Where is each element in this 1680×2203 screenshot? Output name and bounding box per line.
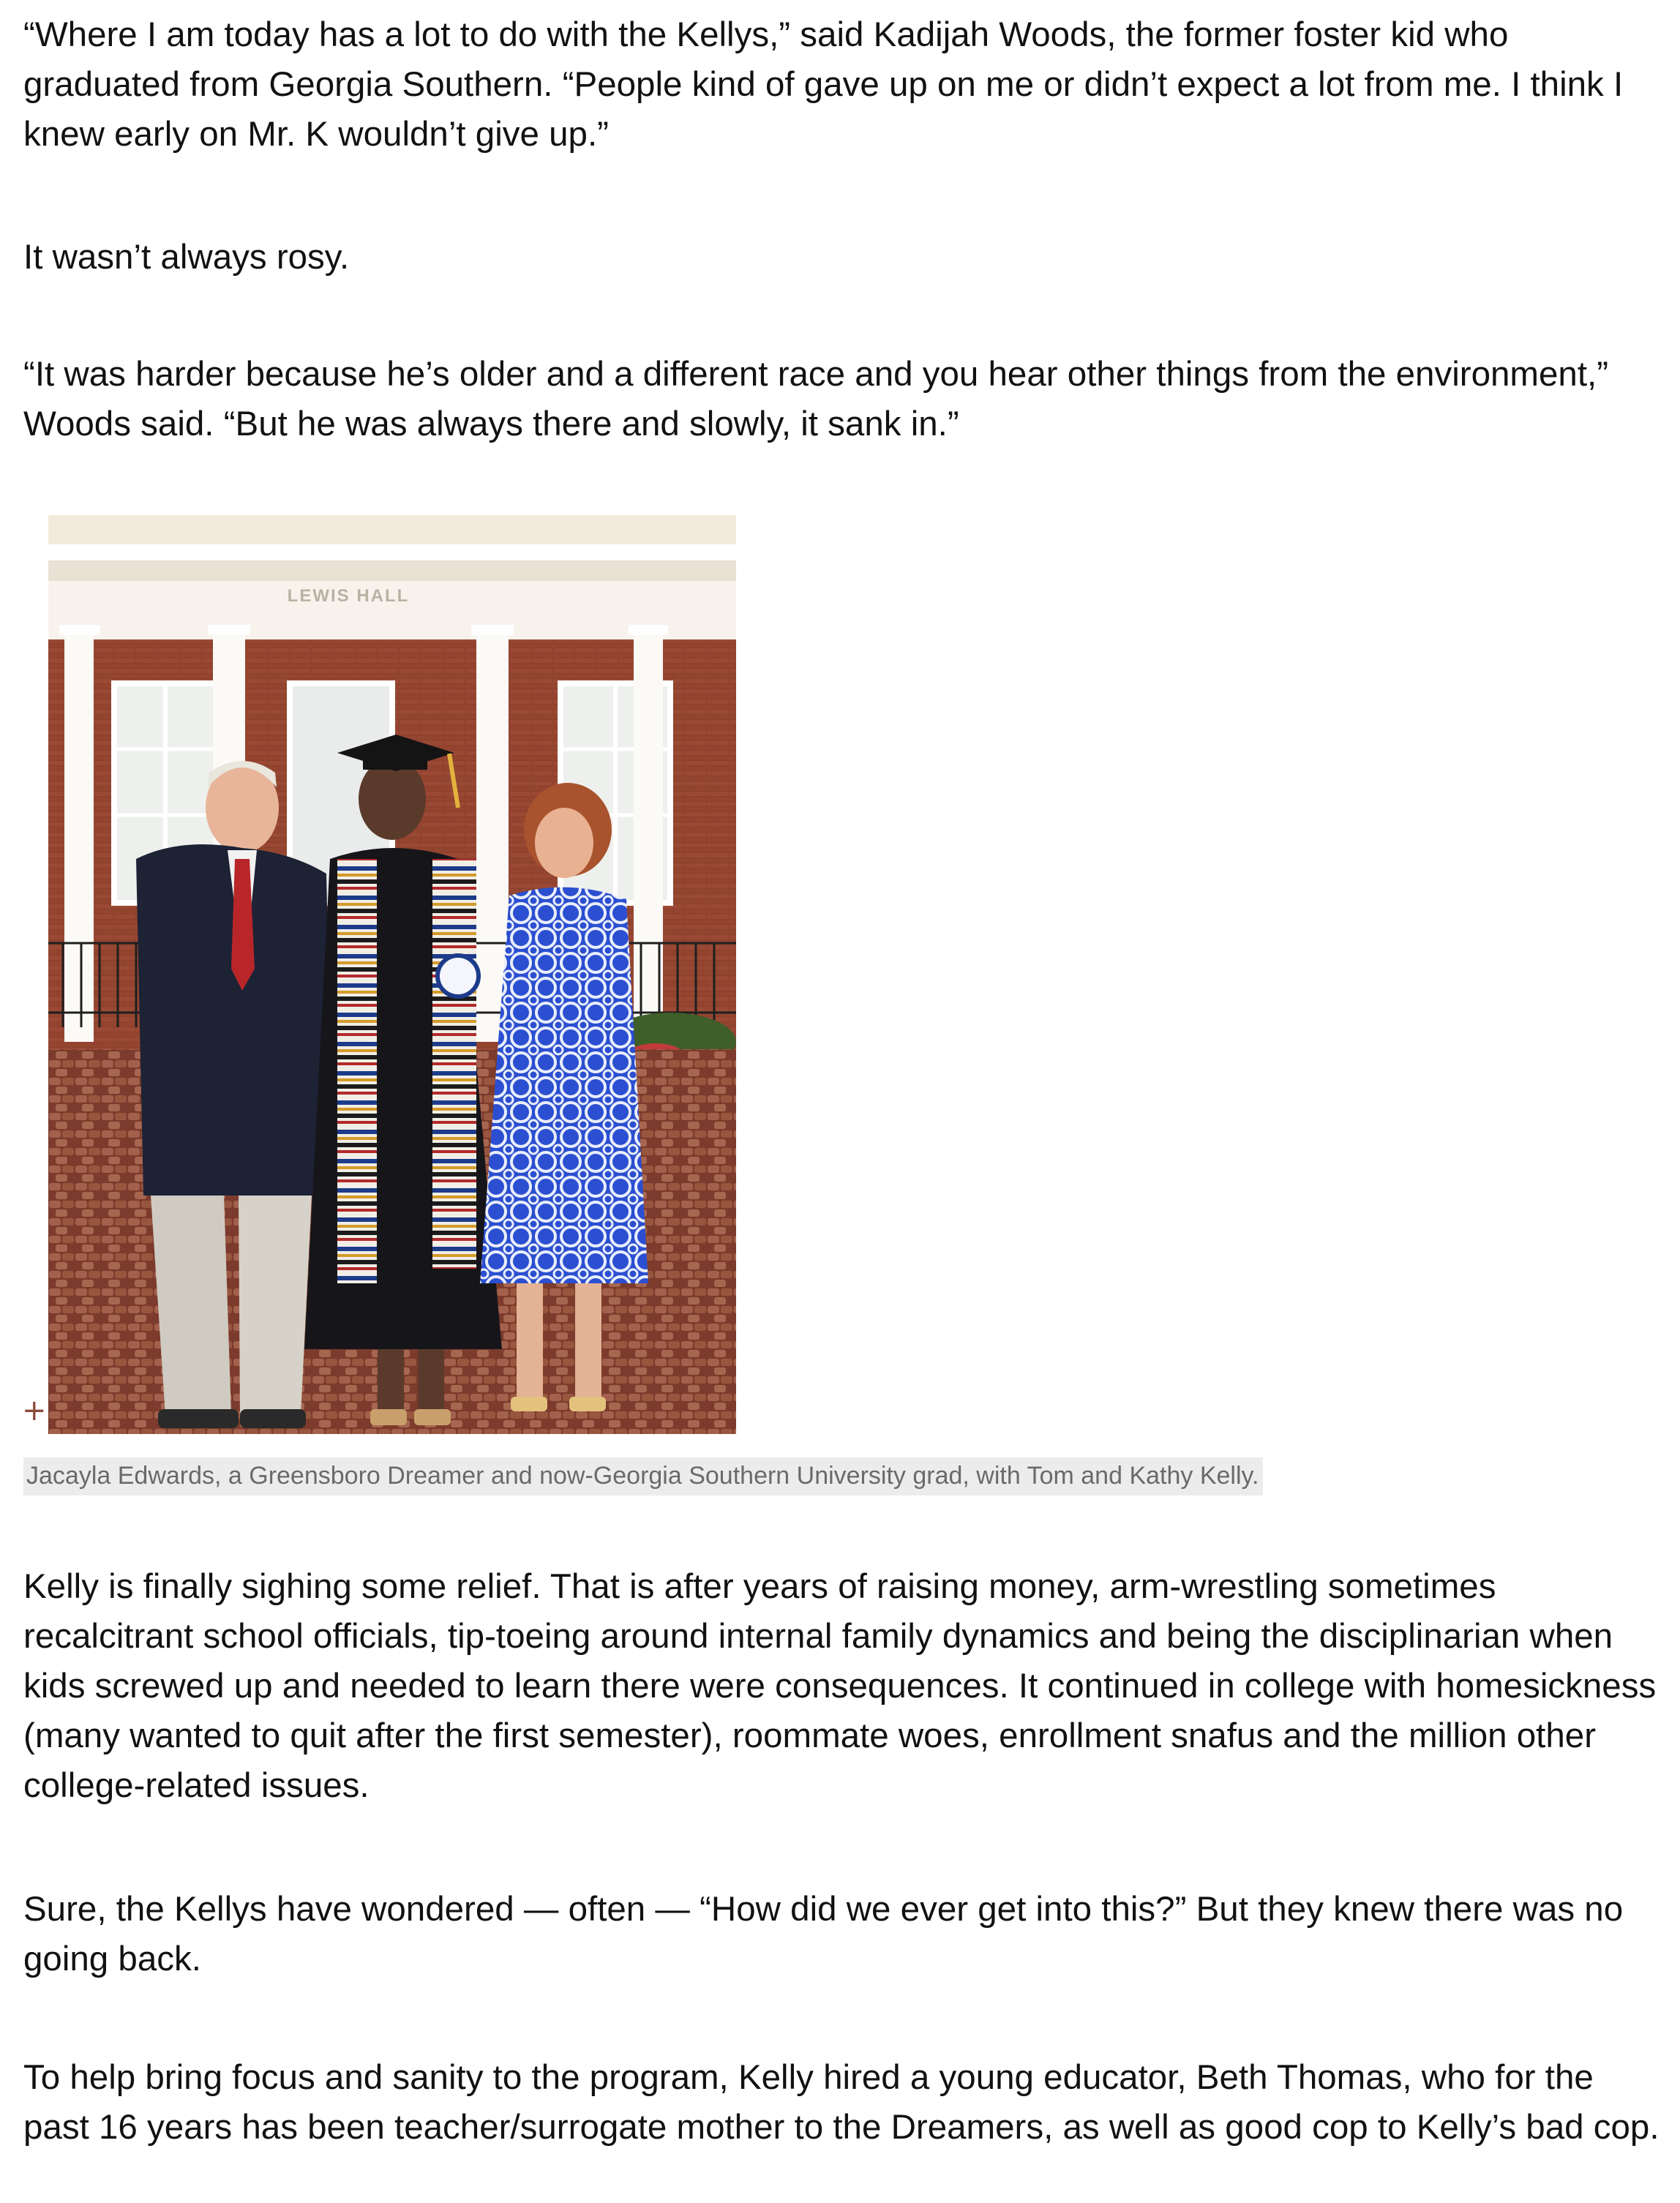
building-sign: LEWIS HALL <box>287 586 410 606</box>
paragraph-kelly-relief: Kelly is finally sighing some relief. That is after years of raising money, arm-wrestling sometimes recalcitrant school officials, tip-toeing around internal family dynamics and being the disciplinarian when kids screwed up and needed to learn there were consequences. It continued in college with homesickness (many wanted to quit after the first semester), roommate woes, enrollment snafus and the million other college-related issues. <box>23 1567 1657 1805</box>
paragraph-not-rosy: It wasn’t always rosy. <box>23 238 350 277</box>
paragraph-no-going-back: Sure, the Kellys have wondered — often — “How did we ever get into this?” But they knew there was no going back. <box>23 1890 1624 1978</box>
paragraph-quote-woods: “Where I am today has a lot to do with the Kellys,” said Kadijah Woods, the former foster kid who graduated from Georgia Southern. “People kind of gave up on me or didn’t expect a lot from me. I think I knew early on Mr. K wouldn’t give up.” <box>23 15 1624 154</box>
photo-caption: Jacayla Edwards, a Greensboro Dreamer and now-Georgia Southern University grad, with Tom and Kathy Kelly. <box>23 1457 1263 1495</box>
paragraph-beth-thomas: To help bring focus and sanity to the program, Kelly hired a young educator, Beth Thomas, who for the past 16 years has been teacher/surrogate mother to the Dreamers, as well as good cop to Kelly’s bad cop. <box>23 2058 1660 2147</box>
graduation-photo[interactable] <box>48 515 736 1434</box>
plus-icon[interactable]: + <box>22 1394 47 1427</box>
paragraph-harder-quote: “It was harder because he’s older and a different race and you hear other things from the environment,” Woods said. “But he was always there and slowly, it sank in.” <box>23 355 1609 443</box>
